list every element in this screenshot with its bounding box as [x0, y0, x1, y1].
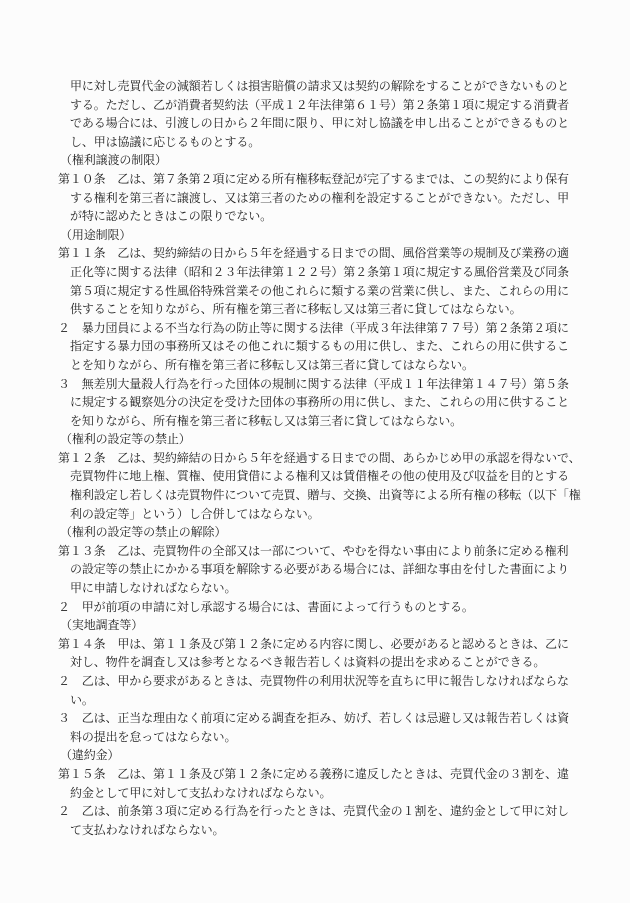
section-heading: （実地調査等） [60, 618, 144, 633]
clause-continuation-line: 供することを知りながら、所有権を第三者に移転し又は第三者に貸してはならない。 [70, 302, 522, 317]
clause-continuation-line: 料の提出を怠ってはならない。 [70, 729, 237, 744]
clause-line: ２ 乙は、前条第３項に定める行為を行ったときは、売買代金の１割を、違約金として甲に対し [58, 804, 569, 819]
clause-line: ３ 無差別大量殺人行為を行った団体の規制に関する法律（平成１１年法律第１４７号）第５条 [58, 376, 569, 391]
clause-continuation-line: し、甲は協議に応じるものとする。 [70, 134, 261, 149]
clause-continuation-line: 甲に申請しなければならない。 [70, 581, 237, 596]
clause-continuation-line: する。ただし、乙が消費者契約法（平成１２年法律第６１号）第２条第１項に規定する消費者 [70, 97, 569, 112]
clause-continuation-line: 約金として甲に対して支払わなければならない。 [70, 785, 332, 800]
section-heading: （用途制限） [60, 227, 132, 242]
clause-continuation-line: 正化等に関する法律（昭和２３年法律第１２２号）第２条第１項に規定する風俗営業及び同条 [70, 264, 569, 279]
clause-continuation-line: の設定等の禁止にかかる事項を解除する必要がある場合には、詳細な事由を付した書面により [70, 562, 569, 577]
clause-continuation-line: 売買物件に地上権、質権、使用貸借による権利又は賃借権その他の使用及び収益を目的とする [70, 469, 569, 484]
section-heading: （権利の設定等の禁止の解除） [60, 525, 227, 540]
clause-continuation-line: が特に認めたときはこの限りでない。 [70, 209, 272, 224]
clause-continuation-line: 対し、物件を調査し又は参考となるべき報告若しくは資料の提出を求めることができる。 [70, 655, 546, 670]
clause-continuation-line: 利の設定等」という）し合併してはならない。 [70, 506, 320, 521]
clause-line: 第１２条 乙は、契約締結の日から５年を経過する日までの間、あらかじめ甲の承認を得ないで、 [58, 450, 581, 465]
section-heading: （権利の設定等の禁止） [60, 432, 191, 447]
clause-continuation-line: 権利設定し若しくは売買物件について売買、贈与、交換、出資等による所有権の移転（以下「権 [70, 488, 581, 503]
clause-line: ２ 甲が前項の申請に対し承認する場合には、書面によって行うものとする。 [58, 599, 474, 614]
clause-continuation-line: 第５項に規定する性風俗特殊営業その他これらに類する業の営業に供し、また、これらの用に [70, 283, 569, 298]
clause-continuation-line: とを知りながら、所有権を第三者に移転し又は第三者に貸してはならない。 [70, 357, 474, 372]
clause-continuation-line: て支払わなければならない。 [70, 822, 225, 837]
clause-continuation-line: 甲に対し売買代金の減額若しくは損害賠償の請求又は契約の解除をすることができないものと [70, 79, 569, 93]
clause-line: ２ 乙は、甲から要求があるときは、売買物件の利用状況等を直ちに甲に報告しなければならな [58, 674, 569, 688]
clause-line: ２ 暴力団員による不当な行為の防止等に関する法律（平成３年法律第７７号）第２条第２項に [58, 320, 569, 335]
section-heading: （違約金） [60, 748, 120, 763]
clause-line: 第１０条 乙は、第７条第２項に定める所有権移転登記が完了するまでは、この契約により保有 [58, 171, 569, 186]
clause-line: 第１１条 乙は、契約締結の日から５年を経過する日までの間、風俗営業等の規制及び業務の適 [58, 246, 569, 261]
clause-line: 第１４条 甲は、第１１条及び第１２条に定める内容に関し、必要があると認めるときは、乙に [58, 636, 569, 651]
clause-continuation-line: 指定する暴力団の事務所又はその他これに類するもの用に供し、また、これらの用に供するこ [70, 339, 569, 354]
clause-line: 第１３条 乙は、売買物件の全部又は一部について、やむを得ない事由により前条に定める権利 [58, 543, 569, 558]
section-heading: （権利譲渡の制限） [60, 153, 167, 168]
clause-continuation-line: い。 [70, 692, 94, 707]
clause-continuation-line: である場合には、引渡しの日から２年間に限り、甲に対し協議を申し出ることができるものと [70, 116, 569, 131]
clause-continuation-line: する権利を第三者に譲渡し、又は第三者のための権利を設定することができない。ただし、甲 [70, 190, 569, 205]
clause-line: 第１５条 乙は、第１１条及び第１２条に定める義務に違反したときは、売買代金の３割を、違 [58, 766, 569, 781]
clause-continuation-line: に規定する観察処分の決定を受けた団体の事務所の用に供し、また、これらの用に供すること [70, 395, 569, 410]
clause-line: ３ 乙は、正当な理由なく前項に定める調査を拒み、妨げ、若しくは忌避し又は報告若しくは資 [58, 711, 570, 726]
clause-continuation-line: を知りながら、所有権を第三者に移転し又は第三者に貸してはならない。 [70, 413, 463, 428]
